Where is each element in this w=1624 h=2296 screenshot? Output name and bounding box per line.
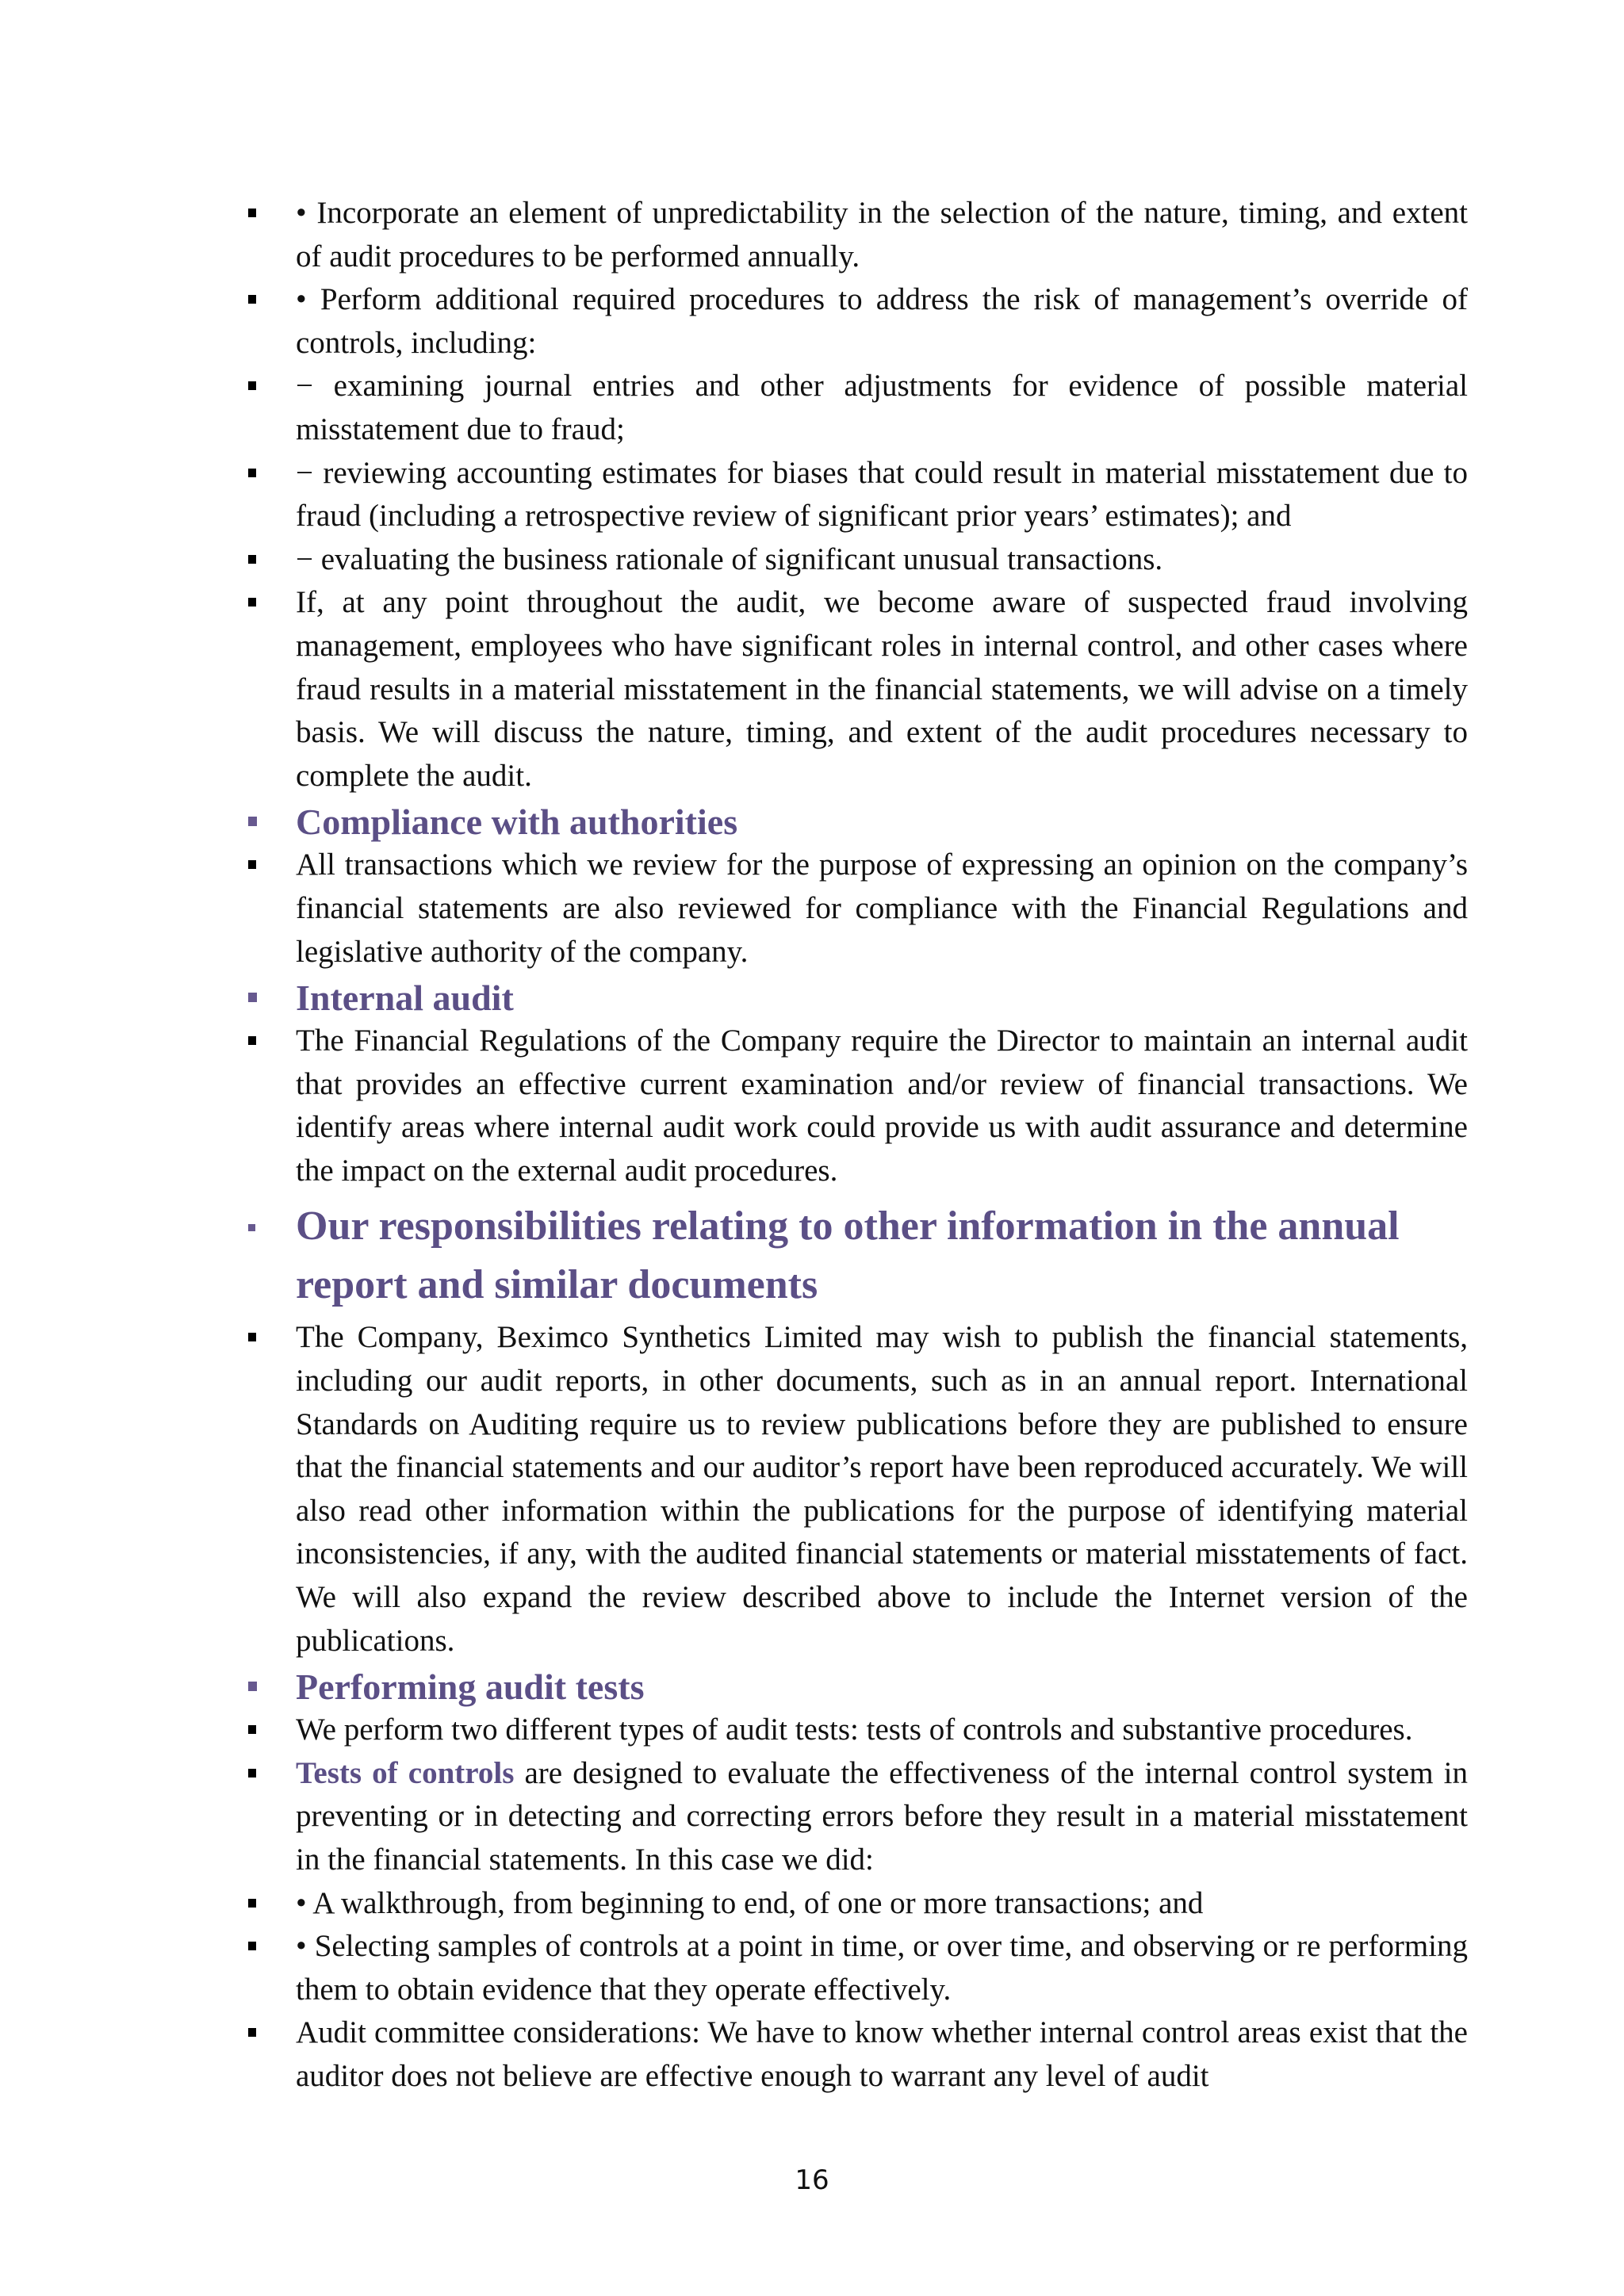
square-bullet-icon xyxy=(248,1725,256,1734)
section-heading-text: Performing audit tests xyxy=(296,1667,645,1708)
page-number: 16 xyxy=(795,2164,829,2196)
section-heading-compliance xyxy=(248,801,1468,844)
list-item xyxy=(248,192,1468,278)
square-bullet-icon xyxy=(248,209,256,217)
square-bullet-icon xyxy=(248,817,257,826)
section-heading-other-information xyxy=(248,1197,1468,1314)
square-bullet-icon xyxy=(248,1036,256,1045)
square-bullet-icon xyxy=(248,1942,256,1950)
square-bullet-icon xyxy=(248,993,257,1002)
section-heading-text: Internal audit xyxy=(296,978,514,1019)
list-item-text: The Financial Regulations of the Company require the Director to maintain an internal audit that provides an effective current examination and/or review of financial transactions. We identify areas where internal audit work could provide us with audit assurance and determine the impact on the external audit procedures. xyxy=(296,1024,1468,1188)
bullet-list xyxy=(248,192,1468,2099)
square-bullet-icon xyxy=(248,860,256,869)
list-item-text: Audit committee considerations: We have to know whether internal control areas exist that the auditor does not believe are effective enough to warrant any level of audit xyxy=(296,2015,1468,2093)
list-item-text: • A walkthrough, from beginning to end, of one or more transactions; and xyxy=(296,1885,1204,1920)
square-bullet-icon xyxy=(248,1224,255,1231)
emphasis-term: Tests of controls xyxy=(296,1755,515,1790)
square-bullet-icon xyxy=(248,381,256,390)
list-item xyxy=(248,1752,1468,1882)
list-item xyxy=(248,1316,1468,1663)
square-bullet-icon xyxy=(248,2028,256,2037)
list-item-text-rest: are designed to evaluate the effectiveness of the internal control system in preventing or in detecting and correcting errors before they result in a material misstatement in the financial statements. In this case we did: xyxy=(296,1755,1468,1877)
square-bullet-icon xyxy=(248,555,256,564)
square-bullet-icon xyxy=(248,598,256,607)
list-item-text: − evaluating the business rationale of significant unusual transactions. xyxy=(296,541,1163,576)
list-item xyxy=(248,452,1468,538)
list-item xyxy=(248,581,1468,798)
square-bullet-icon xyxy=(248,295,256,304)
square-bullet-icon xyxy=(248,1769,256,1777)
list-item-text: • Incorporate an element of unpredictability in the selection of the nature, timing, and extent of audit procedures to be performed annually. xyxy=(296,196,1468,274)
list-item-text: • Selecting samples of controls at a point in time, or over time, and observing or re performing them to obtain evidence that they operate effectively. xyxy=(296,1929,1468,2007)
list-item xyxy=(248,1882,1468,1926)
square-bullet-icon xyxy=(248,1682,257,1691)
list-item xyxy=(248,2011,1468,2098)
list-item xyxy=(248,278,1468,365)
list-item xyxy=(248,1925,1468,2011)
square-bullet-icon xyxy=(248,469,256,477)
list-item-text: We perform two different types of audit tests: tests of controls and substantive procedures. xyxy=(296,1712,1413,1747)
list-item xyxy=(248,1709,1468,1752)
section-heading-text: Compliance with authorities xyxy=(296,802,738,843)
list-item xyxy=(248,1020,1468,1192)
section-heading-internal-audit xyxy=(248,977,1468,1020)
list-item-text: All transactions which we review for the purpose of expressing an opinion on the company’s financial statements are also reviewed for compliance with the Financial Regulations and legislative authority of the company. xyxy=(296,848,1468,969)
section-heading-text: Our responsibilities relating to other information in the annual report and similar documents xyxy=(296,1203,1400,1308)
list-item xyxy=(248,844,1468,974)
list-item xyxy=(248,538,1468,582)
list-item-text: The Company, Beximco Synthetics Limited may wish to publish the financial statements, including our audit reports, in other documents, such as in an annual report. International Standards on Auditing require us to review publications before they are published to ensure that the financial statements and our auditor’s report have been reproduced accurately. We will also read other information within the publications for the purpose of identifying material inconsistencies, if any, with the audited financial statements or material misstatements of fact. We will also expand the review described above to include the Internet version of the publications. xyxy=(296,1320,1468,1658)
square-bullet-icon xyxy=(248,1333,256,1341)
list-item-text: − examining journal entries and other adjustments for evidence of possible material misstatement due to fraud; xyxy=(296,369,1468,446)
list-item-text xyxy=(296,1752,1468,1882)
list-item xyxy=(248,365,1468,451)
list-item-text: • Perform additional required procedures to address the risk of management’s override of controls, including: xyxy=(296,282,1468,360)
square-bullet-icon xyxy=(248,1899,256,1908)
list-item-text: If, at any point throughout the audit, we become aware of suspected fraud involving management, employees who have significant roles in internal control, and other cases where fraud results in a material misstatement in the financial statements, we will advise on a timely basis. We will discuss the nature, timing, and extent of the audit procedures necessary to complete the audit. xyxy=(296,585,1468,793)
section-heading-audit-tests xyxy=(248,1666,1468,1709)
list-item-text: − reviewing accounting estimates for biases that could result in material misstatement due to fraud (including a retrospective review of significant prior years’ estimates); and xyxy=(296,455,1468,534)
